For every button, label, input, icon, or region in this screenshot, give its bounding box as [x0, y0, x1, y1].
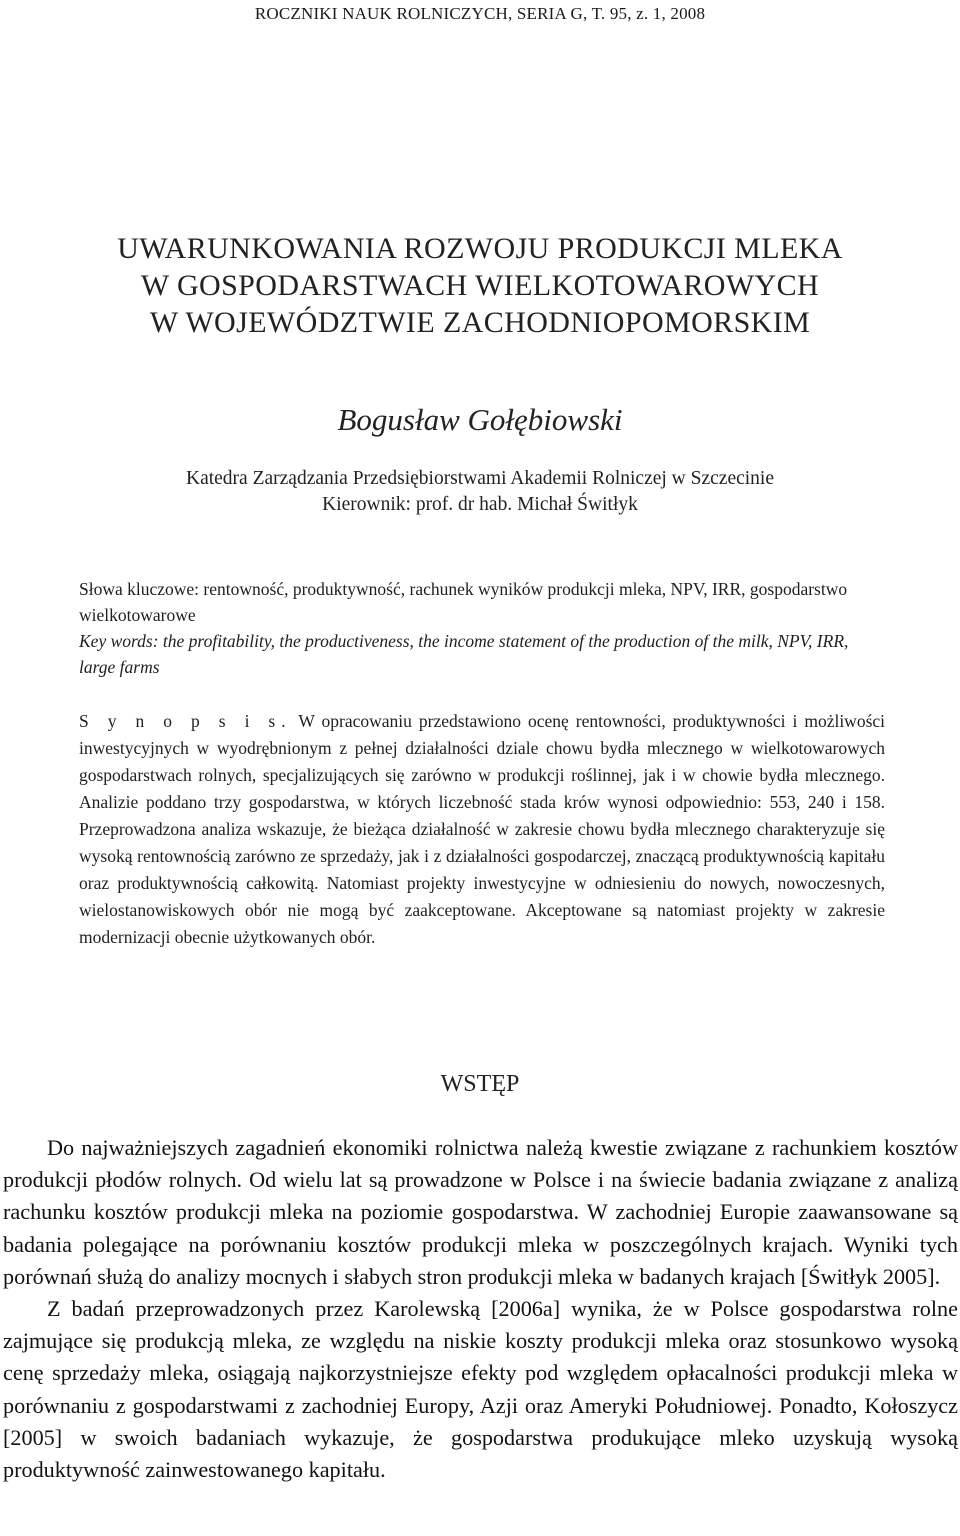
keywords-english: Key words: the profitability, the productiveness, the income statement of the production of the milk, NPV, IRR, large farms	[79, 631, 849, 677]
author-name: Bogusław Gołębiowski	[337, 402, 623, 437]
keywords-polish: Słowa kluczowe: rentowność, produktywność, rachunek wyników produkcji mleka, NPV, IRR, gospodarstwo wielkotowarowe	[79, 579, 848, 625]
body-paragraph-1: Do najważniejszych zagadnień ekonomiki rolnictwa należą kwestie związane z rachunkiem kosztów produkcji płodów rolnych. Od wielu lat są prowadzone w Polsce i na świecie badania związane z analizą rachunku kosztów produkcji mleka na poziomie gospodarstwa. W zachodniej Europie zaawansowane są badania polegające na porównaniu kosztów produkcji mleka w poszczególnych krajach. Wyniki tych porównań służą do analizy mocnych i słabych stron produkcji mleka w badanych krajach [Świtłyk 2005].	[3, 1135, 958, 1289]
section-heading: WSTĘP	[440, 1071, 520, 1097]
author-affiliation-block	[0, 466, 960, 518]
synopsis-text: W opracowaniu przedstawiono ocenę rentowności, produktywności i możliwości inwestycyjnych w wyodrębnionym z pełnej działalności dziale chowu bydła mlecznego w wielkotowarowych gospodarstwach rolnych, specjalizujących się zarówno w produkcji roślinnej, jak i w chowie bydła mlecznego. Analizie poddano trzy gospodarstwa, w których liczebność stada krów wynosi odpowiednio: 553, 240 i 158. Przeprowadzona analiza wskazuje, że bieżąca działalność w zakresie chowu bydła mlecznego charakteryzuje się wysoką rentownością zarówno ze sprzedaży, jak i z działalności gospodarczej, znaczącą produktywnością kapitału oraz produktywnością całkowitą. Natomiast projekty inwestycyjne w odniesieniu do nowych, nowoczesnych, wielostanowiskowych obór nie mogą być zaakceptowane. Akceptowane są natomiast projekty w zakresie modernizacji obecnie użytkowanych obór.	[79, 711, 886, 947]
title-line-1: UWARUNKOWANIA ROZWOJU PRODUKCJI MLEKA	[117, 232, 843, 265]
body-paragraph-2: Z badań przeprowadzonych przez Karolewską [2006a] wynika, że w Polsce gospodarstwa rolne zajmujące się produkcją mleka, ze względu na niskie koszty produkcji mleka oraz stosunkowo wysoką cenę sprzedaży mleka, osiągają najkorzystniejsze efekty pod względem opłacalności produkcji mleka w porównaniu z gospodarstwami z zachodniej Europy, Azji oraz Ameryki Południowej. Ponadto, Kołoszycz [2005] w swoich badaniach wykazuje, że gospodarstwa produkujące mleko uzyskują wysoką produktywność zainwestowanego kapitału.	[3, 1296, 958, 1483]
body-text	[3, 1132, 958, 1486]
affiliation: Katedra Zarządzania Przedsiębiorstwami Akademii Rolniczej w Szczecinie	[186, 468, 774, 489]
title-line-2: W GOSPODARSTWACH WIELKOTOWAROWYCH	[140, 269, 820, 302]
keywords-block	[79, 576, 885, 680]
running-head: ROCZNIKI NAUK ROLNICZYCH, SERIA G, T. 95, z. 1, 2008	[254, 4, 706, 23]
synopsis	[79, 708, 885, 951]
department-head: Kierownik: prof. dr hab. Michał Świtłyk	[322, 494, 638, 515]
article-title	[0, 230, 960, 341]
synopsis-label: S y n o p s i s.	[79, 711, 292, 731]
title-line-3: W WOJEWÓDZTWIE ZACHODNIOPOMORSKIM	[149, 306, 811, 339]
